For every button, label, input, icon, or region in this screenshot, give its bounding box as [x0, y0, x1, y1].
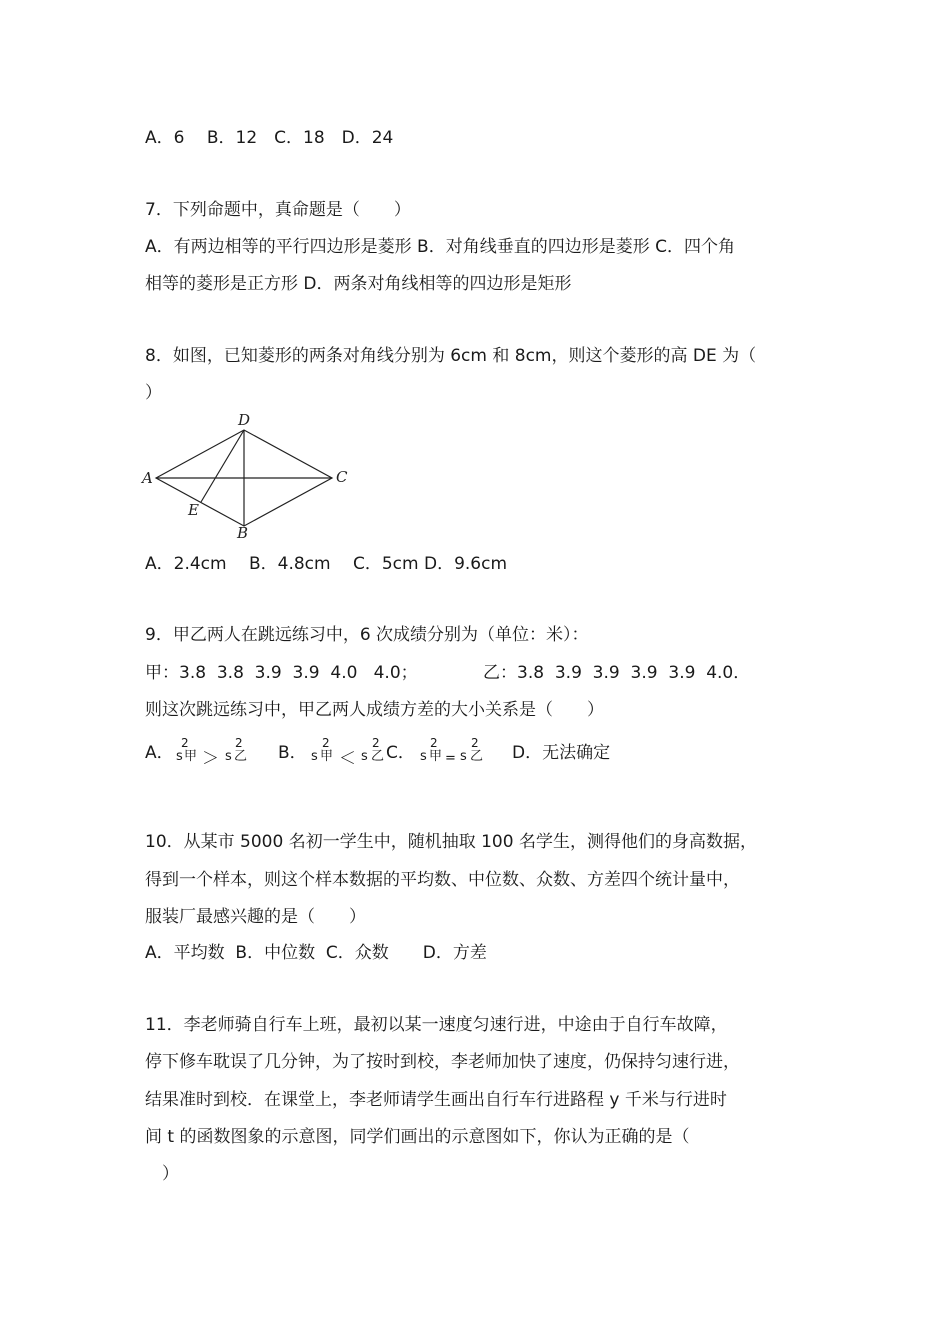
q10-line2: 得到一个样本，则这个样本数据的平均数、中位数、众数、方差四个统计量中，: [145, 870, 740, 890]
q9-question: 则这次跳远练习中，甲乙两人成绩方差的大小关系是（ ）: [145, 700, 604, 720]
label-c: C: [336, 468, 348, 486]
label-e: E: [188, 501, 199, 519]
q7-stem: 7．下列命题中，真命题是（ ）: [145, 200, 411, 220]
q7-options-line2: 相等的菱形是正方形 D．两条对角线相等的四边形是矩形: [145, 274, 572, 294]
q11-line1: 11．李老师骑自行车上班，最初以某一速度匀速行进，中途由于自行车故障，: [145, 1015, 728, 1035]
q9-jia-scores: 甲：3.8 3.8 3.9 3.9 4.0 4.0；: [145, 663, 418, 683]
rhombus-figure: [140, 408, 360, 544]
q11-line2: 停下修车耽误了几分钟，为了按时到校，李老师加快了速度，仍保持匀速行进，: [145, 1052, 740, 1072]
q10-options: A．平均数 B．中位数 C．众数 D．方差: [145, 943, 487, 963]
q8-stem-line2: ）: [145, 383, 162, 403]
q11-line4: 间 t 的函数图象的示意图，同学们画出的示意图如下，你认为正确的是（: [145, 1127, 690, 1147]
q8-stem-line1: 8．如图，已知菱形的两条对角线分别为 6cm 和 8cm，则这个菱形的高 DE 为（: [145, 346, 757, 366]
q9-option-d: D．无法确定: [512, 743, 611, 763]
label-d: D: [238, 411, 251, 429]
q7-options-line1: A．有两边相等的平行四边形是菱形 B．对角线垂直的四边形是菱形 C．四个角: [145, 237, 735, 257]
q11-line3: 结果准时到校．在课堂上，李老师请学生画出自行车行进路程 y 千米与行进时: [145, 1090, 727, 1110]
q10-line3: 服装厂最感兴趣的是（ ）: [145, 907, 366, 927]
label-b: B: [237, 524, 249, 540]
q10-line1: 10．从某市 5000 名初一学生中，随机抽取 100 名学生，测得他们的身高数据，: [145, 832, 757, 852]
q11-line5: ）: [145, 1164, 179, 1184]
q6-options: A．6 B．12 C．18 D．24: [145, 128, 394, 148]
q8-options: A．2.4cm B．4.8cm C．5cm D．9.6cm: [145, 554, 508, 574]
q9-yi-scores: 乙：3.8 3.9 3.9 3.9 3.9 4.0．: [483, 663, 751, 683]
label-a: A: [142, 469, 153, 487]
q9-option-a-label: A．: [145, 743, 174, 763]
q9-option-c-label: C．: [386, 743, 415, 763]
q9-stem: 9．甲乙两人在跳远练习中，6 次成绩分别为（单位：米）：: [145, 625, 589, 645]
q9-option-b-label: B．: [278, 743, 307, 763]
